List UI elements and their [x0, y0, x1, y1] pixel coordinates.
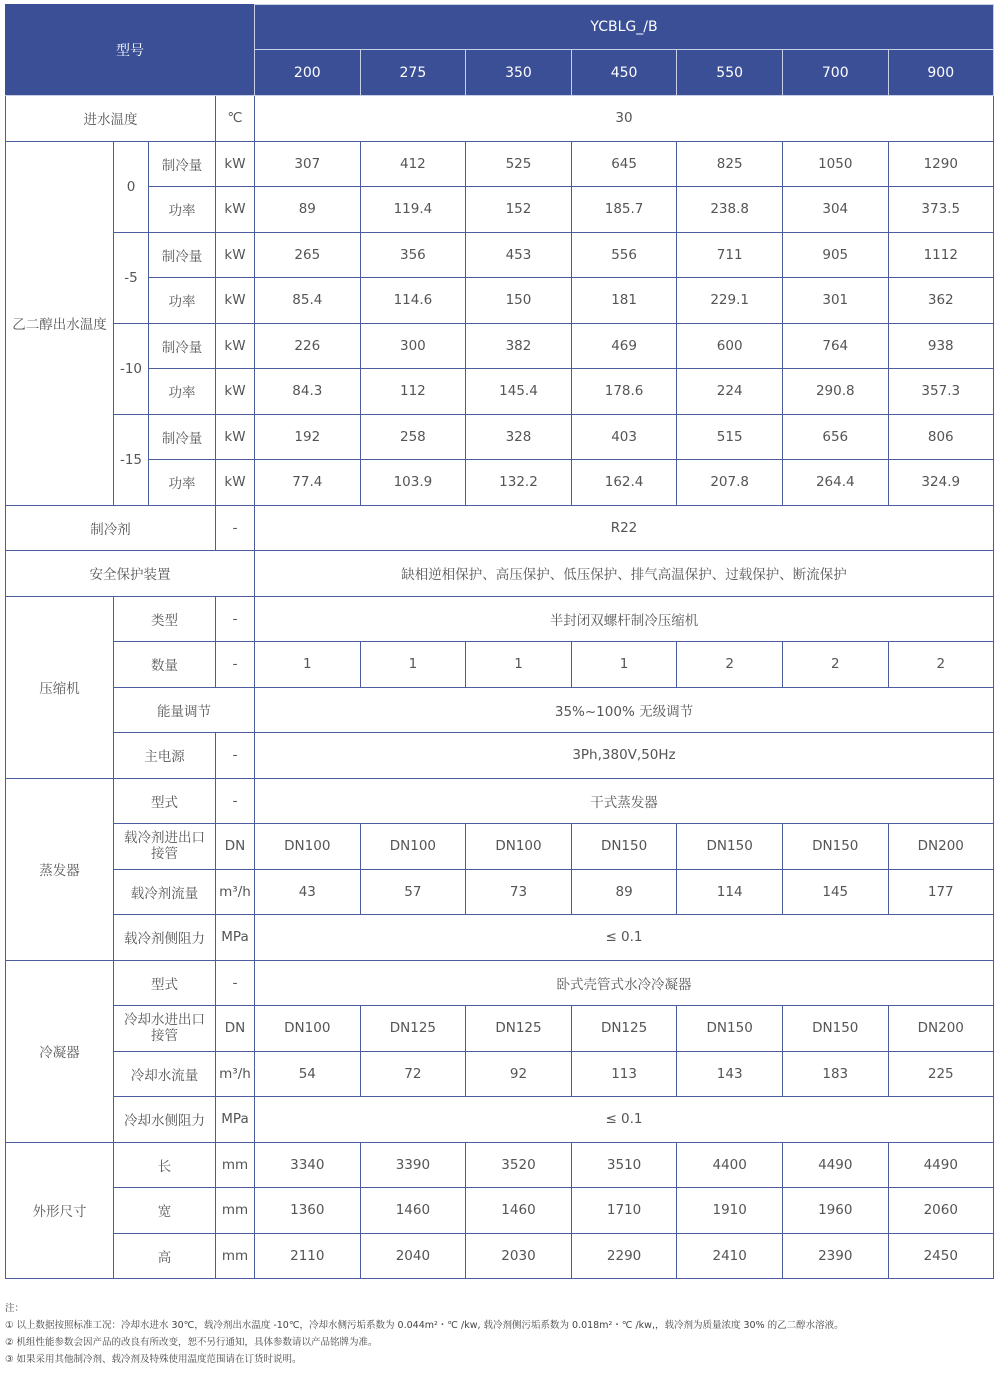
- row-label-line: 载冷剂进出口: [124, 830, 205, 847]
- unit-cell: mm: [216, 1188, 255, 1234]
- value-cell: 4400: [677, 1142, 783, 1188]
- row-label: 制冷量: [149, 141, 216, 187]
- value-cell: 3520: [466, 1142, 572, 1188]
- value-cell: 143: [677, 1051, 783, 1097]
- notes: [5, 1300, 844, 1368]
- value-cell: 225: [888, 1051, 993, 1097]
- unit-cell: kW: [216, 460, 255, 506]
- value-cell: 1: [360, 642, 466, 688]
- row-label: 功率: [149, 187, 216, 233]
- merged-value-cell: 干式蒸发器: [255, 778, 994, 824]
- value-cell: 3340: [255, 1142, 361, 1188]
- unit-cell: mm: [216, 1142, 255, 1188]
- temp-label: -5: [114, 232, 149, 323]
- value-cell: 300: [360, 323, 466, 369]
- value-cell: 119.4: [360, 187, 466, 233]
- evaporator-resistance-row: [6, 915, 994, 961]
- value-cell: 114: [677, 869, 783, 915]
- value-cell: 1960: [782, 1188, 888, 1234]
- value-cell: 1460: [466, 1188, 572, 1234]
- unit-cell: -: [216, 596, 255, 642]
- unit-cell: kW: [216, 141, 255, 187]
- row-label: [114, 1006, 216, 1052]
- value-cell: 92: [466, 1051, 572, 1097]
- compressor-count-row: [6, 642, 994, 688]
- value-cell: 328: [466, 414, 572, 460]
- unit-cell: -: [216, 505, 255, 551]
- value-cell: 1: [466, 642, 572, 688]
- value-cell: 711: [677, 232, 783, 278]
- value-cell: 2030: [466, 1233, 572, 1279]
- value-cell: 132.2: [466, 460, 572, 506]
- value-cell: 238.8: [677, 187, 783, 233]
- model-column-header: 350: [466, 50, 572, 96]
- inlet-temp-row: [6, 96, 994, 142]
- value-cell: 72: [360, 1051, 466, 1097]
- note-3: ③ 如果采用其他制冷剂、载冷剂及特殊使用温度范围请在订货时说明。: [5, 1354, 302, 1365]
- condenser-flow-row: [6, 1051, 994, 1097]
- row-label: 长: [114, 1142, 216, 1188]
- condenser-resistance-row: [6, 1097, 994, 1143]
- value-cell: 2410: [677, 1233, 783, 1279]
- value-cell: 301: [782, 278, 888, 324]
- value-cell: 77.4: [255, 460, 361, 506]
- merged-value-cell: 半封闭双螺杆制冷压缩机: [255, 596, 994, 642]
- value-cell: 114.6: [360, 278, 466, 324]
- row-label: 冷却水流量: [114, 1051, 216, 1097]
- value-cell: 43: [255, 869, 361, 915]
- value-cell: 382: [466, 323, 572, 369]
- value-cell: 2: [888, 642, 993, 688]
- row-label: 功率: [149, 278, 216, 324]
- unit-cell: m³/h: [216, 1051, 255, 1097]
- unit-cell: kW: [216, 414, 255, 460]
- unit-cell: ℃: [216, 96, 255, 142]
- value-cell: 2: [782, 642, 888, 688]
- value-cell: DN150: [571, 824, 677, 870]
- row-label: 进水温度: [6, 96, 216, 142]
- section-label: 冷凝器: [6, 960, 114, 1142]
- value-cell: 3390: [360, 1142, 466, 1188]
- value-cell: 89: [255, 187, 361, 233]
- power-row: [6, 369, 994, 415]
- value-cell: 103.9: [360, 460, 466, 506]
- merged-value-cell: ≤ 0.1: [255, 915, 994, 961]
- value-cell: 304: [782, 187, 888, 233]
- temp-label: -15: [114, 414, 149, 505]
- value-cell: 192: [255, 414, 361, 460]
- value-cell: 183: [782, 1051, 888, 1097]
- value-cell: 515: [677, 414, 783, 460]
- row-label: 冷却水侧阻力: [114, 1097, 216, 1143]
- unit-cell: -: [216, 733, 255, 779]
- section-label: 压缩机: [6, 596, 114, 778]
- value-cell: DN150: [782, 1006, 888, 1052]
- value-cell: 152: [466, 187, 572, 233]
- merged-value-cell: 卧式壳管式水冷冷凝器: [255, 960, 994, 1006]
- unit-cell: DN: [216, 1006, 255, 1052]
- row-label: 主电源: [114, 733, 216, 779]
- value-cell: 162.4: [571, 460, 677, 506]
- series-header: YCBLG_/B: [255, 5, 994, 50]
- model-column-header: 700: [782, 50, 888, 96]
- merged-value-cell: R22: [255, 505, 994, 551]
- header-row: [6, 5, 994, 50]
- value-cell: DN100: [255, 1006, 361, 1052]
- row-label: 型式: [114, 960, 216, 1006]
- row-label: 制冷量: [149, 414, 216, 460]
- dimension-width-row: [6, 1188, 994, 1234]
- section-label: 蒸发器: [6, 778, 114, 960]
- value-cell: 73: [466, 869, 572, 915]
- value-cell: 2110: [255, 1233, 361, 1279]
- value-cell: 938: [888, 323, 993, 369]
- row-label: 功率: [149, 369, 216, 415]
- value-cell: DN125: [466, 1006, 572, 1052]
- safety-row: [6, 551, 994, 597]
- temp-label: -10: [114, 323, 149, 414]
- row-label-line: 接管: [151, 846, 178, 863]
- value-cell: 525: [466, 141, 572, 187]
- row-label: 能量调节: [114, 687, 255, 733]
- value-cell: 112: [360, 369, 466, 415]
- cooling-row: [6, 323, 994, 369]
- model-label-header: 型号: [6, 5, 255, 96]
- value-cell: 905: [782, 232, 888, 278]
- row-label: 载冷剂侧阻力: [114, 915, 216, 961]
- refrigerant-row: [6, 505, 994, 551]
- merged-value-cell: 30: [255, 96, 994, 142]
- value-cell: 89: [571, 869, 677, 915]
- note-1: ① 以上数据按照标准工况：冷却水进水 30℃，载冷剂出水温度 -10℃，冷却水侧污垢系数为 0.044m²・℃ /kw, 载冷剂侧污垢系数为 0.018m²・℃ /kw,，载冷剂为质量浓度 30% 的乙二醇水溶液。: [5, 1320, 844, 1331]
- row-label: 功率: [149, 460, 216, 506]
- value-cell: DN200: [888, 1006, 993, 1052]
- row-label: 类型: [114, 596, 216, 642]
- notes-title: 注：: [5, 1303, 25, 1314]
- dimension-height-row: [6, 1233, 994, 1279]
- cooling-row: [6, 414, 994, 460]
- value-cell: DN100: [255, 824, 361, 870]
- value-cell: 4490: [782, 1142, 888, 1188]
- value-cell: 645: [571, 141, 677, 187]
- value-cell: 1460: [360, 1188, 466, 1234]
- value-cell: DN100: [466, 824, 572, 870]
- unit-cell: kW: [216, 323, 255, 369]
- unit-cell: m³/h: [216, 869, 255, 915]
- value-cell: 357.3: [888, 369, 993, 415]
- value-cell: 806: [888, 414, 993, 460]
- value-cell: 403: [571, 414, 677, 460]
- power-row: [6, 460, 994, 506]
- value-cell: 181: [571, 278, 677, 324]
- value-cell: DN150: [677, 824, 783, 870]
- model-column-header: 275: [360, 50, 466, 96]
- unit-cell: kW: [216, 187, 255, 233]
- row-label: 型式: [114, 778, 216, 824]
- value-cell: 1290: [888, 141, 993, 187]
- value-cell: 764: [782, 323, 888, 369]
- row-label-line: 冷却水进出口: [124, 1012, 205, 1029]
- unit-cell: kW: [216, 369, 255, 415]
- condenser-pipe-row: [6, 1006, 994, 1052]
- value-cell: 307: [255, 141, 361, 187]
- value-cell: 1: [571, 642, 677, 688]
- value-cell: 3510: [571, 1142, 677, 1188]
- unit-cell: kW: [216, 232, 255, 278]
- cooling-row: [6, 232, 994, 278]
- value-cell: 324.9: [888, 460, 993, 506]
- model-column-header: 450: [571, 50, 677, 96]
- value-cell: 453: [466, 232, 572, 278]
- row-label: 制冷量: [149, 232, 216, 278]
- value-cell: 356: [360, 232, 466, 278]
- value-cell: 1050: [782, 141, 888, 187]
- value-cell: 2060: [888, 1188, 993, 1234]
- value-cell: 84.3: [255, 369, 361, 415]
- capacity-control-row: [6, 687, 994, 733]
- model-column-header: 200: [255, 50, 361, 96]
- dimension-length-row: [6, 1142, 994, 1188]
- row-label: 数量: [114, 642, 216, 688]
- value-cell: 2290: [571, 1233, 677, 1279]
- row-label: 载冷剂流量: [114, 869, 216, 915]
- value-cell: 4490: [888, 1142, 993, 1188]
- value-cell: 556: [571, 232, 677, 278]
- power-supply-row: [6, 733, 994, 779]
- row-label: 高: [114, 1233, 216, 1279]
- value-cell: DN125: [360, 1006, 466, 1052]
- value-cell: 2450: [888, 1233, 993, 1279]
- value-cell: 229.1: [677, 278, 783, 324]
- value-cell: 469: [571, 323, 677, 369]
- value-cell: DN100: [360, 824, 466, 870]
- value-cell: DN125: [571, 1006, 677, 1052]
- value-cell: 258: [360, 414, 466, 460]
- value-cell: 264.4: [782, 460, 888, 506]
- value-cell: 1710: [571, 1188, 677, 1234]
- value-cell: 373.5: [888, 187, 993, 233]
- value-cell: 150: [466, 278, 572, 324]
- unit-cell: kW: [216, 278, 255, 324]
- value-cell: 656: [782, 414, 888, 460]
- value-cell: 600: [677, 323, 783, 369]
- value-cell: 1360: [255, 1188, 361, 1234]
- value-cell: 113: [571, 1051, 677, 1097]
- row-label: 制冷量: [149, 323, 216, 369]
- value-cell: 54: [255, 1051, 361, 1097]
- merged-value-cell: 缺相逆相保护、高压保护、低压保护、排气高温保护、过载保护、断流保护: [255, 551, 994, 597]
- value-cell: 145: [782, 869, 888, 915]
- merged-value-cell: 3Ph,380V,50Hz: [255, 733, 994, 779]
- value-cell: 85.4: [255, 278, 361, 324]
- unit-cell: -: [216, 778, 255, 824]
- evaporator-pipe-row: [6, 824, 994, 870]
- value-cell: 177: [888, 869, 993, 915]
- value-cell: 290.8: [782, 369, 888, 415]
- note-2: ② 机组性能参数会因产品的改良有所改变，恕不另行通知，具体参数请以产品铭牌为准。: [5, 1337, 378, 1348]
- row-label: 宽: [114, 1188, 216, 1234]
- value-cell: 226: [255, 323, 361, 369]
- row-label-line: 接管: [151, 1028, 178, 1045]
- unit-cell: MPa: [216, 1097, 255, 1143]
- section-label: 乙二醇出水温度: [6, 141, 114, 505]
- condenser-type-row: [6, 960, 994, 1006]
- value-cell: 224: [677, 369, 783, 415]
- value-cell: 1: [255, 642, 361, 688]
- row-label: [114, 824, 216, 870]
- model-column-header: 900: [888, 50, 993, 96]
- value-cell: 412: [360, 141, 466, 187]
- merged-value-cell: ≤ 0.1: [255, 1097, 994, 1143]
- value-cell: DN200: [888, 824, 993, 870]
- value-cell: 1910: [677, 1188, 783, 1234]
- model-column-header: 550: [677, 50, 783, 96]
- value-cell: 145.4: [466, 369, 572, 415]
- value-cell: DN150: [782, 824, 888, 870]
- value-cell: 2040: [360, 1233, 466, 1279]
- value-cell: 2390: [782, 1233, 888, 1279]
- evaporator-flow-row: [6, 869, 994, 915]
- value-cell: 362: [888, 278, 993, 324]
- power-row: [6, 278, 994, 324]
- row-label: 安全保护装置: [6, 551, 255, 597]
- value-cell: 2: [677, 642, 783, 688]
- compressor-type-row: [6, 596, 994, 642]
- value-cell: 178.6: [571, 369, 677, 415]
- value-cell: DN150: [677, 1006, 783, 1052]
- value-cell: 207.8: [677, 460, 783, 506]
- value-cell: 1112: [888, 232, 993, 278]
- row-label: 制冷剂: [6, 505, 216, 551]
- value-cell: 185.7: [571, 187, 677, 233]
- cooling-row: [6, 141, 994, 187]
- unit-cell: MPa: [216, 915, 255, 961]
- unit-cell: mm: [216, 1233, 255, 1279]
- value-cell: 57: [360, 869, 466, 915]
- section-label: 外形尺寸: [6, 1142, 114, 1279]
- temp-label: 0: [114, 141, 149, 232]
- unit-cell: -: [216, 642, 255, 688]
- evaporator-type-row: [6, 778, 994, 824]
- merged-value-cell: 35%~100% 无级调节: [255, 687, 994, 733]
- unit-cell: -: [216, 960, 255, 1006]
- value-cell: 265: [255, 232, 361, 278]
- value-cell: 825: [677, 141, 783, 187]
- spec-table: [5, 4, 994, 1279]
- unit-cell: DN: [216, 824, 255, 870]
- power-row: [6, 187, 994, 233]
